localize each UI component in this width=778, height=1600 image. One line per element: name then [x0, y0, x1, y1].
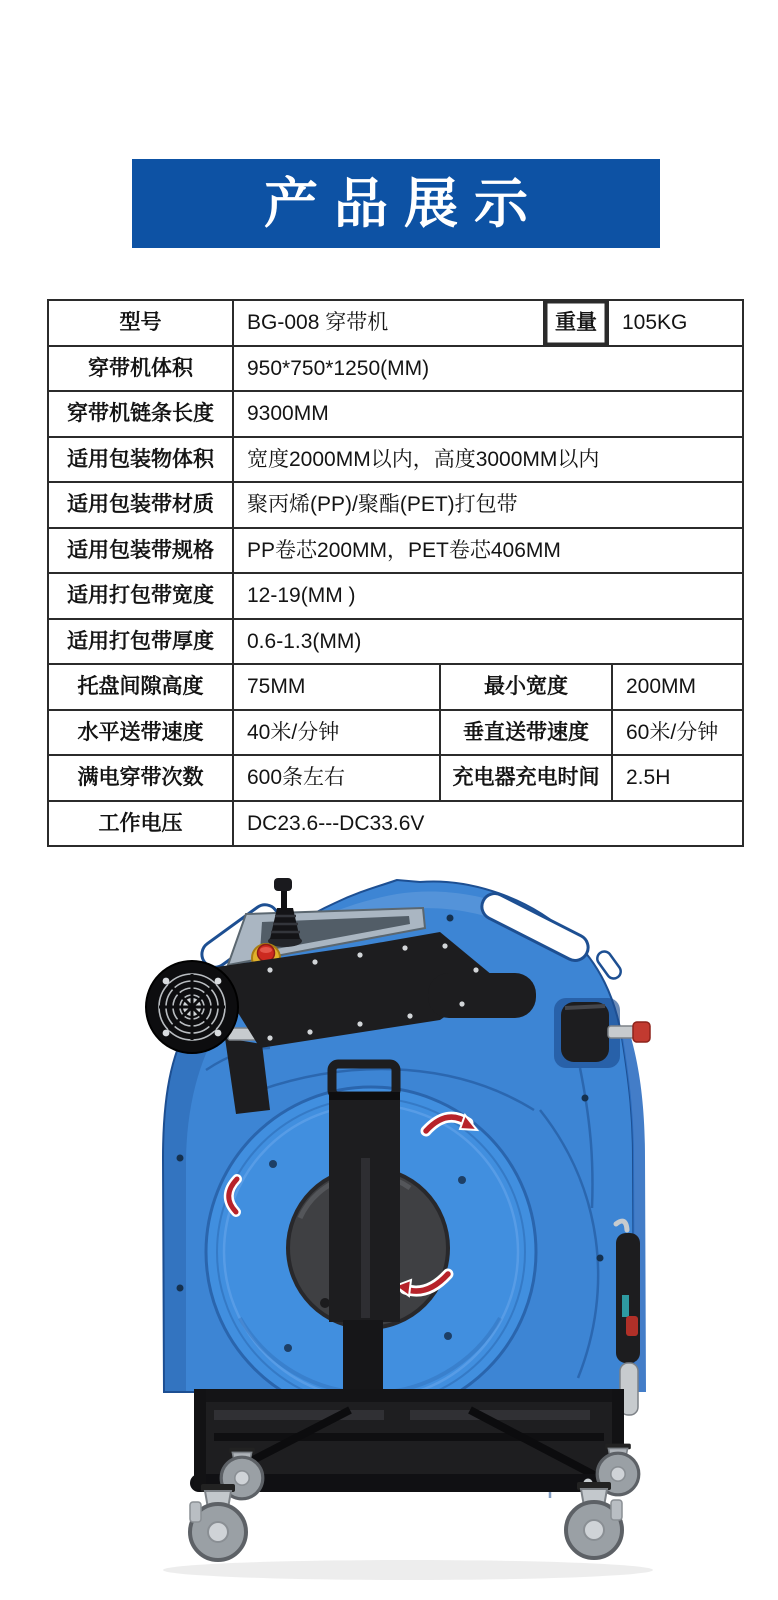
spec-label: 垂直送带速度	[441, 711, 613, 755]
table-row	[49, 711, 742, 757]
spec-value: 950*750*1250(MM)	[247, 356, 430, 380]
spec-value: 60米/分钟	[626, 720, 719, 744]
spec-label: 充电器充电时间	[441, 756, 613, 800]
spec-label: 穿带机体积	[49, 347, 234, 391]
clamp-bar	[428, 973, 536, 1018]
spec-label: 适用打包带宽度	[49, 574, 234, 618]
spec-value: 宽度2000MM以内，高度3000MM以内	[247, 447, 600, 471]
table-row	[49, 347, 742, 393]
product-photo	[110, 858, 670, 1598]
table-row	[49, 665, 742, 711]
spec-label: 满电穿带次数	[49, 756, 234, 800]
spec-value: 2.5H	[626, 766, 671, 790]
spec-label: 最小宽度	[441, 665, 613, 709]
table-row	[49, 301, 742, 347]
spec-value: 9300MM	[247, 402, 329, 426]
table-row	[49, 438, 742, 484]
spec-value: BG-008 穿带机	[234, 301, 545, 345]
table-row	[49, 756, 742, 802]
spec-value: DC23.6---DC33.6V	[247, 811, 425, 835]
table-row	[49, 483, 742, 529]
ground-shadow	[163, 1560, 653, 1580]
table-row	[49, 802, 742, 846]
spec-label: 适用包装物体积	[49, 438, 234, 482]
spec-label: 适用包装带规格	[49, 529, 234, 573]
spec-label: 型号	[49, 301, 234, 345]
spec-value: 12-19(MM )	[247, 584, 356, 608]
spec-value: 75MM	[234, 665, 441, 709]
table-row	[49, 392, 742, 438]
spec-label: 适用打包带厚度	[49, 620, 234, 664]
banner-title: 产品展示	[264, 173, 544, 234]
spec-value: 200MM	[626, 675, 697, 699]
table-row	[49, 574, 742, 620]
spec-label: 水平送带速度	[49, 711, 234, 755]
pull-lever	[616, 1221, 640, 1415]
spec-label: 工作电压	[49, 802, 234, 846]
spec-value: 600条左右	[234, 756, 441, 800]
spec-value: PP卷芯200MM，PET卷芯406MM	[247, 538, 561, 562]
spec-table	[47, 299, 744, 847]
fan-grille	[146, 961, 238, 1053]
spec-label: 穿带机链条长度	[49, 392, 234, 436]
table-row	[49, 620, 742, 666]
spec-value: 0.6-1.3(MM)	[247, 629, 362, 653]
table-row	[49, 529, 742, 575]
strapping-machine-illustration	[110, 858, 670, 1598]
spec-value: 105KG	[622, 311, 688, 335]
product-banner	[132, 159, 660, 248]
spec-label: 重量	[545, 301, 609, 345]
spec-value: 聚丙烯(PP)/聚酯(PET)打包带	[247, 493, 518, 517]
spec-value: 40米/分钟	[234, 711, 441, 755]
spec-label: 托盘间隙高度	[49, 665, 234, 709]
spec-label: 适用包装带材质	[49, 483, 234, 527]
